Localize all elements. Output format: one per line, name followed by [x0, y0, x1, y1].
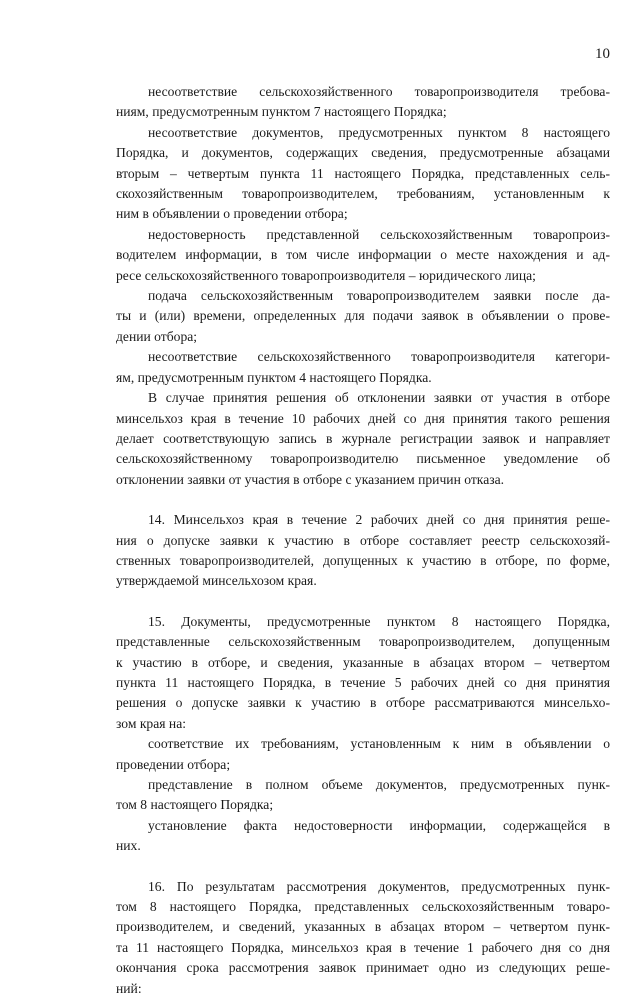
text-line: проведении отбора;: [116, 756, 231, 772]
text-line: представленные сельскохозяйственным товаропроизводителем, допущенным: [116, 634, 610, 650]
text-line: минсельхоз края в течение 10 рабочих дней со дня принятия такого решения: [116, 410, 610, 426]
paragraph-spacer: [116, 490, 610, 510]
paragraph-spacer: [116, 857, 610, 877]
text-line: ним в объявлении о проведении отбора;: [116, 206, 348, 222]
text-line: том 8 настоящего Порядка, представленных сельскохозяйственным товаро-: [116, 899, 610, 915]
text-line: ты и (или) времени, определенных для подачи заявок в объявлении о прове-: [116, 308, 610, 324]
text-line: ний:: [116, 980, 142, 996]
text-line: отклонении заявки от участия в отборе с указанием причин отказа.: [116, 471, 505, 487]
document-body: [116, 82, 610, 999]
paragraph: [116, 877, 610, 999]
text-line: делает соответствующую запись в журнале регистрации заявок и направляет: [116, 430, 610, 446]
text-line: производителем, и сведений, указанных в абзацах втором – четвертом пунк-: [116, 919, 610, 935]
paragraph: [116, 734, 610, 775]
text-line: том 8 настоящего Порядка;: [116, 797, 274, 813]
text-line: 15. Документы, предусмотренные пунктом 8 настоящего Порядка,: [148, 613, 610, 629]
text-line: та 11 настоящего Порядка, минсельхоз края в течение 1 рабочего дня со дня: [116, 939, 610, 955]
text-line: решения о допуске заявки к участию в отборе рассматриваются минсельхо-: [116, 695, 610, 711]
text-line: сельскохозяйственному товаропроизводителю письменное уведомление об: [116, 451, 610, 467]
text-line: вторым – четвертым пункта 11 настоящего Порядка, представленных сель-: [116, 165, 610, 181]
text-line: несоответствие сельскохозяйственного товаропроизводителя категори-: [148, 349, 610, 365]
paragraph: [116, 816, 610, 857]
text-line: соответствие их требованиям, установленным к ним в объявлении о: [148, 736, 610, 752]
text-line: ниям, предусмотренным пунктом 7 настоящего Порядка;: [116, 104, 447, 120]
text-line: утверждаемой минсельхозом края.: [116, 573, 317, 589]
paragraph: [116, 612, 610, 734]
text-line: дении отбора;: [116, 328, 198, 344]
text-line: Порядка, и документов, содержащих сведения, предусмотренные абзацами: [116, 145, 610, 161]
paragraph: [116, 347, 610, 388]
text-line: к участию в отборе, и сведения, указанные в абзацах втором – четвертом: [116, 654, 610, 670]
paragraph: [116, 388, 610, 490]
paragraph: [116, 510, 610, 592]
paragraph: [116, 123, 610, 225]
paragraph: [116, 225, 610, 286]
paragraph-spacer: [116, 592, 610, 612]
text-line: ния о допуске заявки к участию в отборе составляет реестр сельскохозяй-: [116, 532, 610, 548]
text-line: них.: [116, 838, 141, 854]
text-line: несоответствие сельскохозяйственного товаропроизводителя требова-: [148, 84, 610, 99]
text-line: подача сельскохозяйственным товаропроизводителем заявки после да-: [148, 288, 610, 304]
text-line: В случае принятия решения об отклонении заявки от участия в отборе: [148, 390, 610, 406]
paragraph: [116, 286, 610, 347]
text-line: водителем информации, в том числе информации о месте нахождения и ад-: [116, 247, 610, 263]
text-line: несоответствие документов, предусмотренных пунктом 8 настоящего: [148, 124, 610, 140]
text-line: 16. По результатам рассмотрения документов, предусмотренных пунк-: [148, 878, 610, 894]
text-line: ям, предусмотренным пунктом 4 настоящего Порядка.: [116, 369, 432, 385]
text-line: зом края на:: [116, 715, 186, 731]
text-line: ресе сельскохозяйственного товаропроизводителя – юридического лица;: [116, 267, 536, 283]
text-line: ственных товаропроизводителей, допущенных к участию в отборе, по форме,: [116, 552, 610, 568]
text-line: 14. Минсельхоз края в течение 2 рабочих дней со дня принятия реше-: [148, 512, 610, 528]
page-number: 10: [595, 46, 610, 62]
paragraph: [116, 82, 610, 123]
text-line: представление в полном объеме документов, предусмотренных пунк-: [148, 777, 610, 792]
text-line: недостоверность представленной сельскохозяйственным товаропроиз-: [148, 226, 610, 242]
text-line: пункта 11 настоящего Порядка, в течение 5 рабочих дней со дня принятия: [116, 674, 610, 690]
paragraph: [116, 775, 610, 816]
text-line: установление факта недостоверности информации, содержащейся в: [148, 817, 610, 833]
text-line: окончания срока рассмотрения заявок принимает одно из следующих реше-: [116, 960, 610, 976]
text-line: скохозяйственным товаропроизводителем, требованиям, установленным к: [116, 186, 610, 202]
